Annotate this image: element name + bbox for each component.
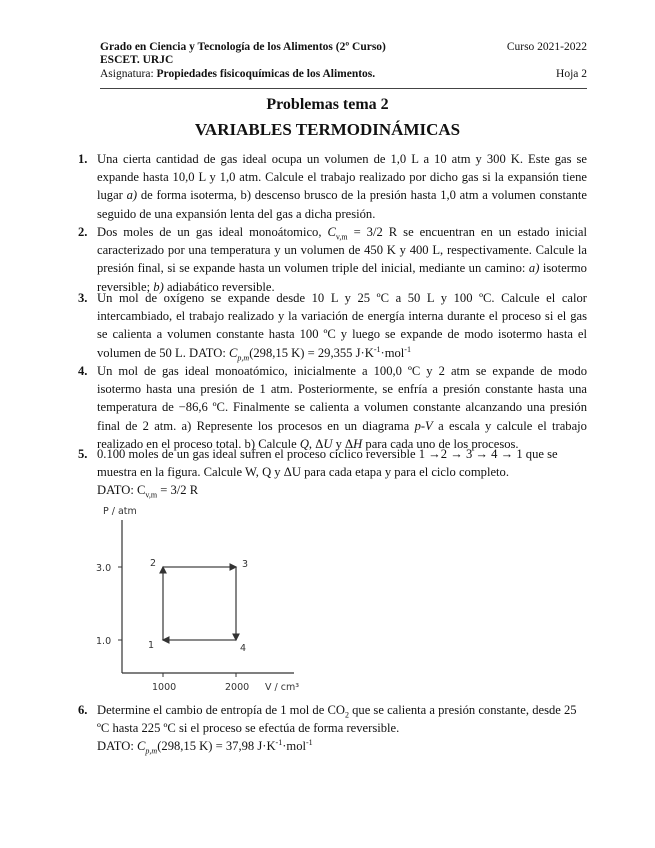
text: isotermo reversible;	[97, 261, 587, 294]
text: U	[323, 436, 333, 451]
problem-3	[78, 289, 587, 362]
header-school: ESCET. URJC	[100, 54, 174, 66]
text: Una cierta cantidad de gas ideal ocupa un volumen de 1,0 L a 10 atm y 300 K. Este gas se expande hasta 10,0 L y 1,0 atm. Calcule el trabajo realizado por dicho gas si la expansión tiene lugar	[97, 152, 587, 203]
header-sheet: Hoja 2	[556, 68, 587, 80]
problem-number: 4.	[78, 364, 88, 378]
text: (298,15 K) = 37,98 J·K	[157, 739, 276, 754]
text: a)	[126, 188, 138, 203]
state-label: 3	[242, 559, 249, 570]
text: -1	[306, 738, 313, 748]
text: DATO:	[97, 739, 138, 754]
x-tick-label: 2000	[225, 682, 250, 693]
y-axis-label: P / atm	[103, 506, 137, 517]
text: v,m	[145, 490, 158, 500]
pv-diagram	[90, 500, 310, 700]
text: H	[353, 436, 363, 451]
text: Un mol de oxígeno se expande desde 10 L y 25 ºC a 50 L y 100 ºC. Calcule el calor intercambiado, el trabajo realizado y la variación de energía interna durante el proceso si el gas se calienta a volumen constante hasta 100 ºC y luego se expande de modo isotermo hasta el volumen de 50 L. DATO:	[97, 291, 587, 360]
text: adiabático reversible.	[163, 279, 275, 294]
text: Un mol de gas ideal monoatómico, inicialmente a 100,0 ºC y 2 atm se expande de modo isotermo hasta una presión de 1 atm. Posteriormente, se enfría a presión constante hasta una temperatura de −86,6 ºC. Finalmente se calienta a volumen constante alcanzando una presión final de 2 atm. a) Represente los procesos en un diagrama	[97, 364, 587, 433]
text: -1	[275, 738, 283, 748]
problem-6	[78, 701, 587, 756]
text: -1	[404, 344, 411, 354]
header-course: Curso 2021-2022	[506, 41, 587, 53]
text: C	[137, 739, 146, 754]
text: DATO: C	[97, 483, 146, 498]
y-tick-label: 1.0	[96, 636, 112, 647]
state-label: 2	[150, 558, 157, 569]
state-label: 1	[148, 640, 155, 651]
text: b)	[153, 279, 164, 294]
x-tick-label: 1000	[152, 682, 177, 693]
text: a escala y calcule el trabajo realizado en el proceso total. b) Calcule	[97, 418, 587, 451]
text: C	[327, 225, 336, 239]
text: y Δ	[332, 436, 354, 451]
problem-5	[78, 445, 587, 500]
text: Determine el cambio de entropía de 1 mol de CO	[97, 703, 345, 717]
problem-1	[78, 150, 587, 223]
problem-4	[78, 362, 587, 453]
text: v,m	[335, 232, 348, 242]
text: = 3/2 R	[157, 483, 199, 498]
header-rule	[100, 88, 587, 89]
text: -1	[373, 344, 381, 354]
text: 2	[344, 710, 349, 720]
text: p,m	[145, 746, 158, 756]
y-tick-label: 3.0	[96, 563, 112, 574]
problem-number: 5.	[78, 447, 88, 461]
text: de forma isoterma, b) descenso brusco de la presión hasta 1,0 atm a volumen constante seguido de una expansión lenta del gas a dicha presión.	[97, 188, 587, 221]
problem-number: 6.	[78, 703, 88, 717]
text: p-V	[414, 418, 433, 433]
text: a)	[528, 261, 540, 276]
header-degree: Grado en Ciencia y Tecnología de los Alimentos (2º Curso)	[100, 41, 386, 53]
text: Q	[299, 436, 309, 451]
text: (298,15 K) = 29,355 J·K	[249, 345, 374, 360]
text: C	[229, 345, 238, 360]
problem-number: 2.	[78, 225, 88, 239]
problem-number: 3.	[78, 291, 88, 305]
text: 0.100 moles de un gas ideal sufren el proceso cíclico reversible 1 →2 → 3 → 4 → 1 que se muestra en la figura. Calcule W, Q y ΔU para cada etapa y para el ciclo completo.	[97, 447, 558, 480]
header-subject-line	[100, 67, 375, 81]
text: p,m	[237, 353, 250, 363]
subject-label: Asignatura:	[100, 68, 157, 80]
text: ·mol	[380, 345, 405, 360]
text: = 3/2 R se encuentran en un estado inicial caracterizado por una temperatura y un volumen de 450 K y 400 L, respectivamente. Calcule la presión final, si se expande hasta un volumen triple del inicial, mediante un camino:	[97, 225, 587, 276]
problem-number: 1.	[78, 152, 88, 166]
subject-name: Propiedades fisicoquímicas de los Alimentos.	[156, 68, 376, 80]
page-title: Problemas tema 2	[266, 96, 389, 113]
text: ·mol	[282, 739, 307, 754]
problem-2	[78, 223, 587, 296]
text: para cada uno de los procesos.	[362, 436, 519, 451]
text: , Δ	[308, 436, 324, 451]
text: Dos moles de un gas ideal monoátomico,	[97, 225, 328, 239]
text: que se calienta a presión constante, desde 25 ºC hasta 225 ºC si el proceso se efectúa de forma reversible.	[97, 703, 577, 736]
x-axis-label: V / cm³	[265, 682, 300, 693]
state-label: 4	[240, 643, 247, 654]
page-subtitle: VARIABLES TERMODINÁMICAS	[194, 120, 461, 139]
